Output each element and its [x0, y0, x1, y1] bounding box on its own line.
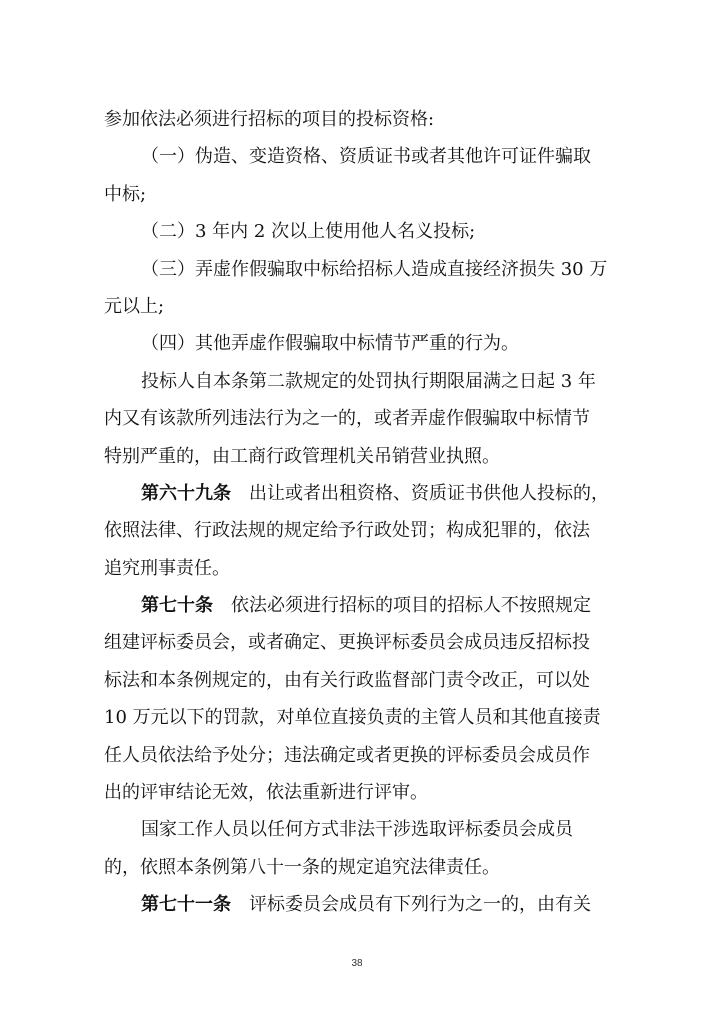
body-text — [104, 101, 634, 924]
text-line: 参加依法必须进行招标的项目的投标资格: — [104, 109, 435, 130]
text-line: 评标委员会成员有下列行为之一的，由有关 — [249, 894, 591, 916]
text-line: 标法和本条例规定的，由有关行政监督部门责令改正，可以处 — [104, 669, 590, 691]
article-70-line — [104, 587, 634, 624]
article-69-line — [104, 475, 634, 512]
article-69-heading: 第六十九条 — [141, 482, 231, 504]
text-line: 国家工作人员以任何方式非法干涉选取评标委员会成员 — [141, 819, 573, 841]
article-71-heading: 第七十一条 — [141, 894, 231, 916]
text-line: 元以上; — [104, 295, 165, 317]
text-line: 依照法律、行政法规的规定给予行政处罚；构成犯罪的，依法 — [104, 520, 590, 542]
text-line: 出让或者出租资格、资质证书供他人投标的， — [249, 482, 609, 504]
text-line: （四）其他弄虚作假骗取中标情节严重的行为。 — [141, 333, 519, 355]
text-line: 的，依照本条例第八十一条的规定追究法律责任。 — [104, 856, 500, 878]
text-line: （一）伪造、变造资格、资质证书或者其他许可证件骗取 — [141, 146, 591, 168]
article-71-line — [104, 886, 634, 923]
page-number: 38 — [351, 958, 363, 969]
text-line: 10 万元以下的罚款，对单位直接负责的主管人员和其他直接责 — [104, 707, 601, 729]
text-line: 内又有该款所列违法行为之一的，或者弄虚作假骗取中标情节 — [104, 408, 590, 430]
text-line: 投标人自本条第二款规定的处罚执行期限届满之日起 3 年 — [141, 370, 596, 392]
text-line: 组建评标委员会，或者确定、更换评标委员会成员违反招标投 — [104, 632, 590, 654]
text-line: 追究刑事责任。 — [104, 557, 230, 579]
text-line: （三）弄虚作假骗取中标给招标人造成直接经济损失 30 万 — [141, 258, 608, 280]
text-line: 特别严重的，由工商行政管理机关吊销营业执照。 — [104, 445, 500, 467]
text-line: 中标; — [104, 183, 147, 205]
text-line: （二）3 年内 2 次以上使用他人名义投标; — [141, 221, 476, 243]
article-70-heading: 第七十条 — [141, 595, 213, 617]
text-line: 依法必须进行招标的项目的招标人不按照规定 — [231, 595, 591, 617]
text-line: 出的评审结论无效，依法重新进行评审。 — [104, 782, 428, 804]
text-line: 任人员依法给予处分；违法确定或者更换的评标委员会成员作 — [104, 744, 590, 766]
